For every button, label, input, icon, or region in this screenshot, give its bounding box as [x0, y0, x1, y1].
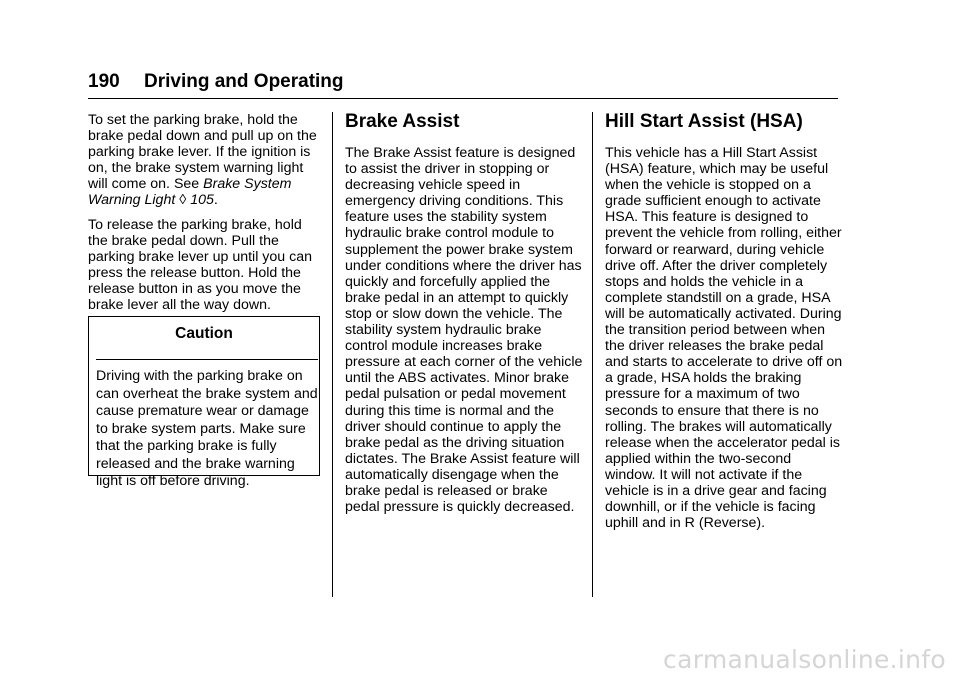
- page-number: 190: [88, 71, 120, 92]
- brake-assist-heading: Brake Assist: [345, 111, 460, 132]
- column-1: [88, 112, 324, 321]
- caution-body: Driving with the parking brake on can overheat the brake system and cause premature wear or damage to brake system parts. Make sure that the parking brake is fully released and the brake warning light is off before driving.: [96, 359, 318, 491]
- brake-assist-body: The Brake Assist feature is designed to assist the driver in stopping or decreasing vehicle speed in emergency driving conditions. This feature uses the stability system hydraulic brake control module to supplement the power brake system under conditions where the driver has quickly and forcefully applied the brake pedal in an attempt to quickly stop or slow down the vehicle. The stability system hydraulic brake control module increases brake pressure at each corner of the vehicle until the ABS activates. Minor brake pedal pulsation or pedal movement during this time is normal and the driver should continue to apply the brake pedal as the driving situation dictates. The Brake Assist feature will automatically disengage when the brake pedal is released or brake pedal pressure is quickly decreased.: [345, 145, 583, 516]
- column-2: [345, 112, 583, 523]
- watermark: carmanualsonline.info: [663, 645, 946, 674]
- caution-title: Caution: [175, 325, 233, 342]
- parking-brake-set-paragraph: To set the parking brake, hold the brake pedal down and pull up on the parking brake lever. If the ignition is on, the brake system warning light will come on. See Brake System Warning Light ◊ 105.: [88, 112, 317, 209]
- hill-start-assist-body: This vehicle has a Hill Start Assist (HSA) feature, which may be useful when the vehicle is stopped on a grade sufficient enough to activate HSA. This feature is designed to prevent the vehicle from rolling, either forward or rearward, during vehicle drive off. After the driver completely stops and holds the vehicle in a complete standstill on a grade, HSA will be automatically activated. During the transition period between when the driver releases the brake pedal and starts to accelerate to drive off on a grade, HSA holds the braking pressure for a maximum of two seconds to ensure that there is no rolling. The brakes will automatically release when the accelerator pedal is applied within the two-second window. It will not activate if the vehicle is in a drive gear and facing downhill, or if the vehicle is facing uphill and in R (Reverse).: [605, 145, 843, 532]
- hill-start-assist-heading: Hill Start Assist (HSA): [605, 111, 803, 132]
- cross-reference-link[interactable]: Brake System Warning Light: [88, 176, 292, 209]
- column-divider: [592, 112, 593, 597]
- parking-brake-release-paragraph: To release the parking brake, hold the brake pedal down. Pull the parking brake lever up until you can press the release button. Hold the release button in as you move the brake lever all the way down.: [88, 216, 312, 314]
- column-3: [605, 112, 843, 539]
- cross-reference-page[interactable]: 105: [190, 192, 214, 209]
- page-reference-icon: ◊: [179, 192, 187, 209]
- section-title: Driving and Operating: [144, 71, 344, 92]
- column-divider: [332, 112, 333, 597]
- page-header: [88, 70, 838, 99]
- caution-box: [88, 316, 320, 489]
